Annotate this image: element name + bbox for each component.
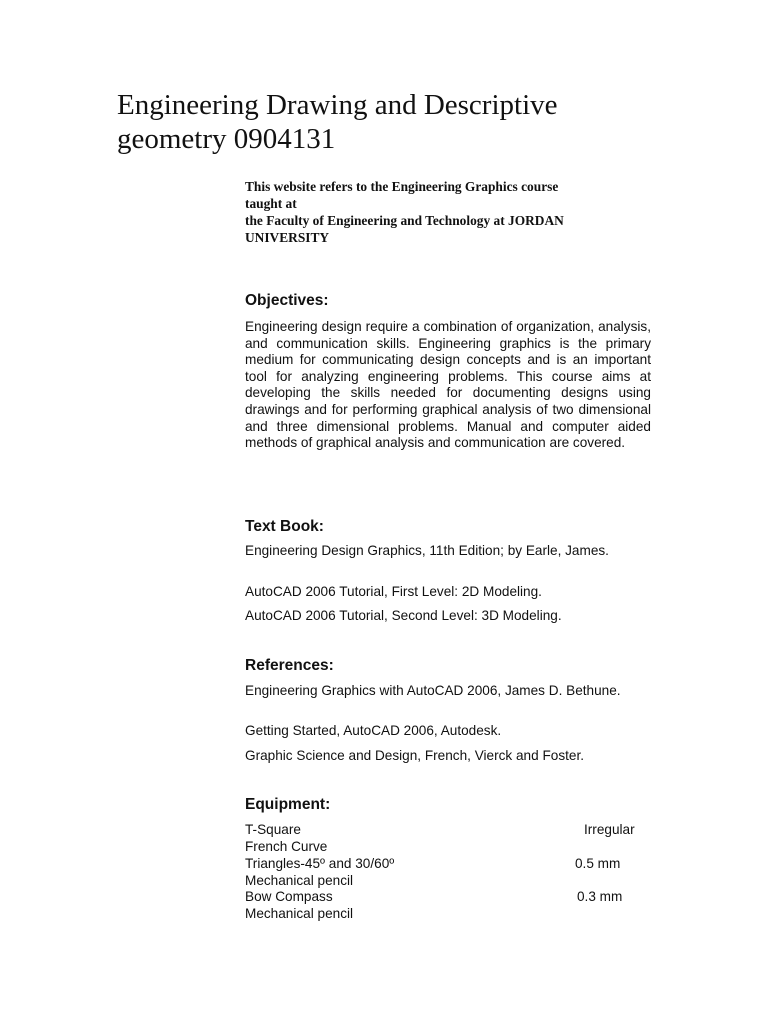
page-title-line-2: geometry 0904131: [117, 123, 336, 155]
intro-line-2: taught at: [245, 196, 297, 211]
reference-item: Getting Started, AutoCAD 2006, Autodesk.: [245, 723, 502, 738]
intro-line-4: UNIVERSITY: [245, 230, 330, 245]
equipment-spec: 0.3 mm: [577, 889, 623, 904]
textbook-item: AutoCAD 2006 Tutorial, Second Level: 3D Modeling.: [245, 608, 562, 623]
intro-block: [245, 178, 645, 246]
equipment-item: French Curve: [245, 839, 328, 854]
page-title-line-1: Engineering Drawing and Descriptive: [117, 89, 558, 121]
page-title: [117, 88, 677, 156]
equipment-item: T-Square: [245, 822, 301, 837]
references-heading: References:: [245, 657, 334, 674]
textbook-heading: Text Book:: [245, 518, 324, 535]
equipment-spec: 0.5 mm: [575, 856, 621, 871]
equipment-item: Mechanical pencil: [245, 906, 354, 921]
equipment-item: Bow Compass: [245, 889, 333, 904]
intro-line-3: the Faculty of Engineering and Technology at JORDAN: [245, 213, 564, 228]
equipment-item: Triangles-45º and 30/60º: [245, 856, 395, 871]
objectives-paragraph: Engineering design require a combination of organization, analysis, and communication skills. Engineering graphics is the primary medium for communicating design concepts and is an important tool for analyzing engineering problems. This course aims at developing the skills needed for documenting designs using drawings and for performing graphical analysis of two dimensional and three dimensional problems. Manual and computer aided methods of graphical analysis and communication are covered.: [245, 319, 651, 451]
equipment-item: Mechanical pencil: [245, 873, 354, 888]
intro-line-1: This website refers to the Engineering Graphics course: [245, 179, 559, 194]
textbook-item: AutoCAD 2006 Tutorial, First Level: 2D Modeling.: [245, 584, 542, 599]
objectives-heading: Objectives:: [245, 292, 329, 309]
equipment-heading: Equipment:: [245, 796, 331, 813]
equipment-spec: Irregular: [584, 822, 635, 837]
reference-item: Engineering Graphics with AutoCAD 2006, James D. Bethune.: [245, 683, 621, 698]
textbook-item: Engineering Design Graphics, 11th Edition; by Earle, James.: [245, 543, 609, 558]
reference-item: Graphic Science and Design, French, Vierck and Foster.: [245, 748, 585, 763]
